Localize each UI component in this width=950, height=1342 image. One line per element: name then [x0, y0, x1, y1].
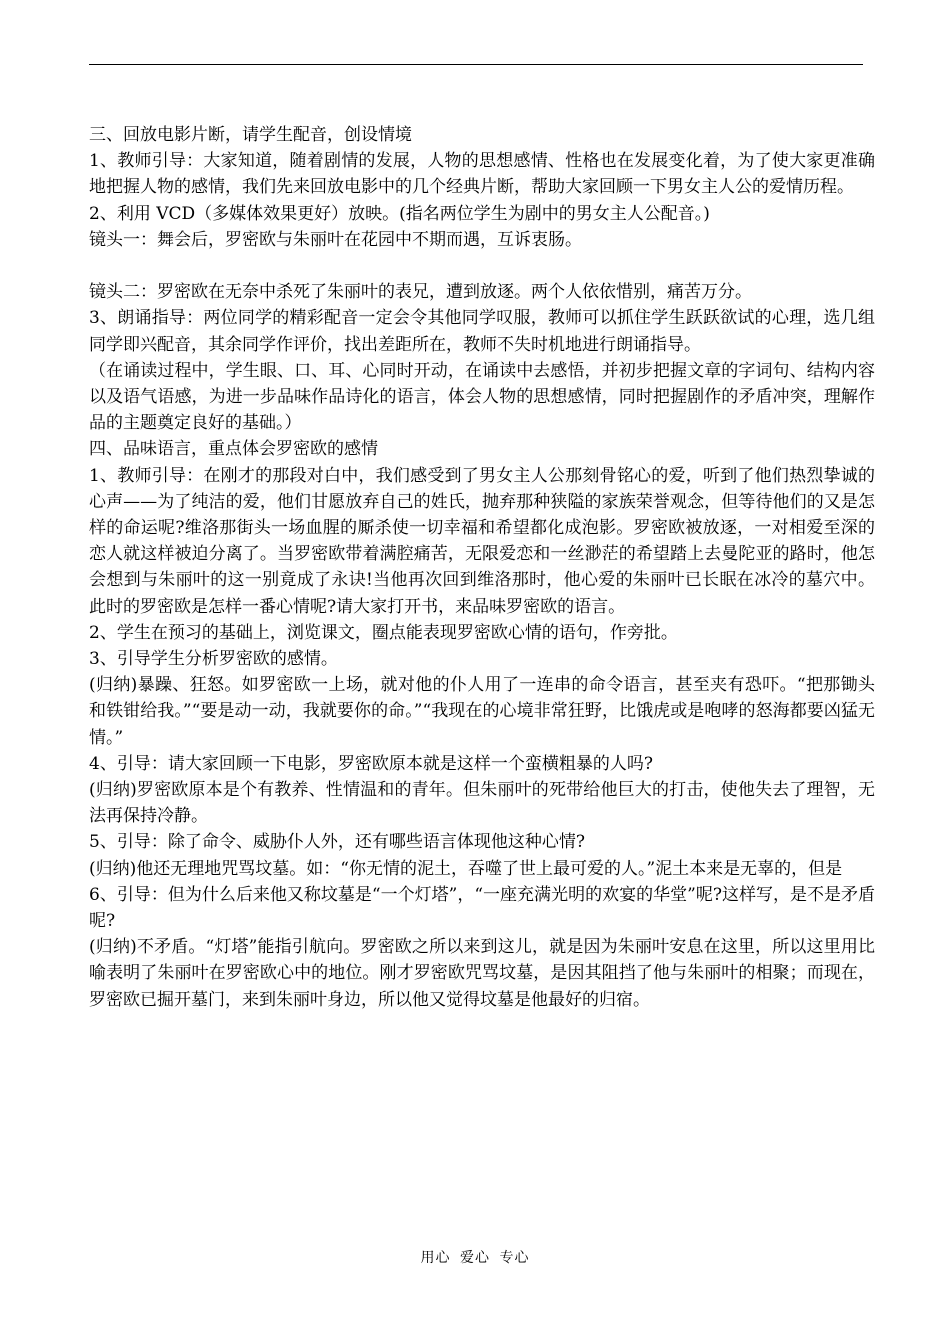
section-heading-3: 三、回放电影片断，请学生配音，创设情境: [89, 125, 412, 145]
shot-one: 镜头一：舞会后，罗密欧与朱丽叶在花园中不期而遇，互诉衷肠。: [89, 229, 582, 250]
paragraph: (归纳)罗密欧原本是个有教养、性情温和的青年。但朱丽叶的死带给他巨大的打击，使他失去了理智，无法再保持冷静。: [89, 780, 875, 827]
paragraph: 1、教师引导：在刚才的那段对白中，我们感受到了男女主人公那刻骨铭心的爱，听到了他们热烈挚诚的心声——为了纯洁的爱，他们甘愿放弃自己的姓氏，抛弃那种狭隘的家族荣誉观念，但等待他们的又是怎样的命运呢?维洛那街头一场血腥的厮杀使一切幸福和希望都化成泡影。罗密欧被放逐，一对相爱至深的恋人就这样被迫分离了。当罗密欧带着满腔痛苦，无限爱恋和一丝渺茫的希望踏上去曼陀亚的路时，他怎会想到与朱丽叶的这一别竟成了永诀!当他再次回到维洛那时，他心爱的朱丽叶已长眠在冰冷的墓穴中。此时的罗密欧是怎样一番心情呢?请大家打开书，来品味罗密欧的语言。: [89, 465, 875, 617]
paragraph: （在诵读过程中，学生眼、口、耳、心同时开动，在诵读中去感悟，并初步把握文章的字词句、结构内容以及语气语感，为进一步品味作品诗化的语言，体会人物的思想感情，同时把握剧作的矛盾冲突，理解作品的主题奠定良好的基础。）: [89, 360, 875, 434]
section-heading-4: 四、品味语言，重点体会罗密欧的感情: [89, 439, 378, 460]
paragraph: 2、利用 VCD（多媒体效果更好）放映。(指名两位学生为剧中的男女主人公配音。): [89, 203, 710, 224]
blank-line: [89, 253, 875, 279]
paragraph: (归纳)他还无理地咒骂坟墓。如：“你无情的泥土，吞噬了世上最可爱的人。”泥土本来是无辜的，但是: [89, 858, 843, 879]
page-footer: 用心 爱心 专心: [420, 1250, 530, 1266]
paragraph: 1、教师引导：大家知道，随着剧情的发展，人物的思想感情、性格也在发展变化着，为了使大家更准确地把握人物的感情，我们先来回放电影中的几个经典片断，帮助大家回顾一下男女主人公的爱情历程。: [89, 151, 875, 198]
document-body: [89, 122, 875, 1013]
shot-two: 镜头二：罗密欧在无奈中杀死了朱丽叶的表兄，遭到放逐。两个人依依惜别，痛苦万分。: [89, 282, 752, 303]
paragraph: 2、学生在预习的基础上，浏览课文，圈点能表现罗密欧心情的语句，作旁批。: [89, 622, 678, 643]
paragraph: 4、引导：请大家回顾一下电影，罗密欧原本就是这样一个蛮横粗暴的人吗?: [89, 753, 653, 774]
paragraph: 3、引导学生分析罗密欧的感情。: [89, 649, 338, 670]
header-rule: [89, 64, 863, 65]
paragraph: 6、引导：但为什么后来他又称坟墓是“一个灯塔”，“一座充满光明的欢宴的华堂”呢?这样写，是不是矛盾呢?: [89, 884, 875, 932]
paragraph: (归纳)暴躁、狂怒。如罗密欧一上场，就对他的仆人用了一连串的命令语言，甚至夹有恐吓。“把那锄头和铁钳给我。”“要是动一动，我就要你的命。”“我现在的心境非常狂野，比饿虎或是咆哮的怒海都要凶猛无情。”: [89, 675, 875, 748]
paragraph: 5、引导：除了命令、威胁仆人外，还有哪些语言体现他这种心情?: [89, 832, 585, 853]
paragraph: (归纳)不矛盾。“灯塔”能指引航向。罗密欧之所以来到这儿，就是因为朱丽叶安息在这里，所以这里用比喻表明了朱丽叶在罗密欧心中的地位。刚才罗密欧咒骂坟墓，是因其阻挡了他与朱丽叶的相聚；而现在，罗密欧已掘开墓门，来到朱丽叶身边，所以他又觉得坟墓是他最好的归宿。: [89, 937, 875, 1010]
paragraph: 3、朗诵指导：两位同学的精彩配音一定会令其他同学叹服，教师可以抓住学生跃跃欲试的心理，选几组同学即兴配音，其余同学作评价，找出差距所在，教师不失时机地进行朗诵指导。: [89, 308, 875, 355]
